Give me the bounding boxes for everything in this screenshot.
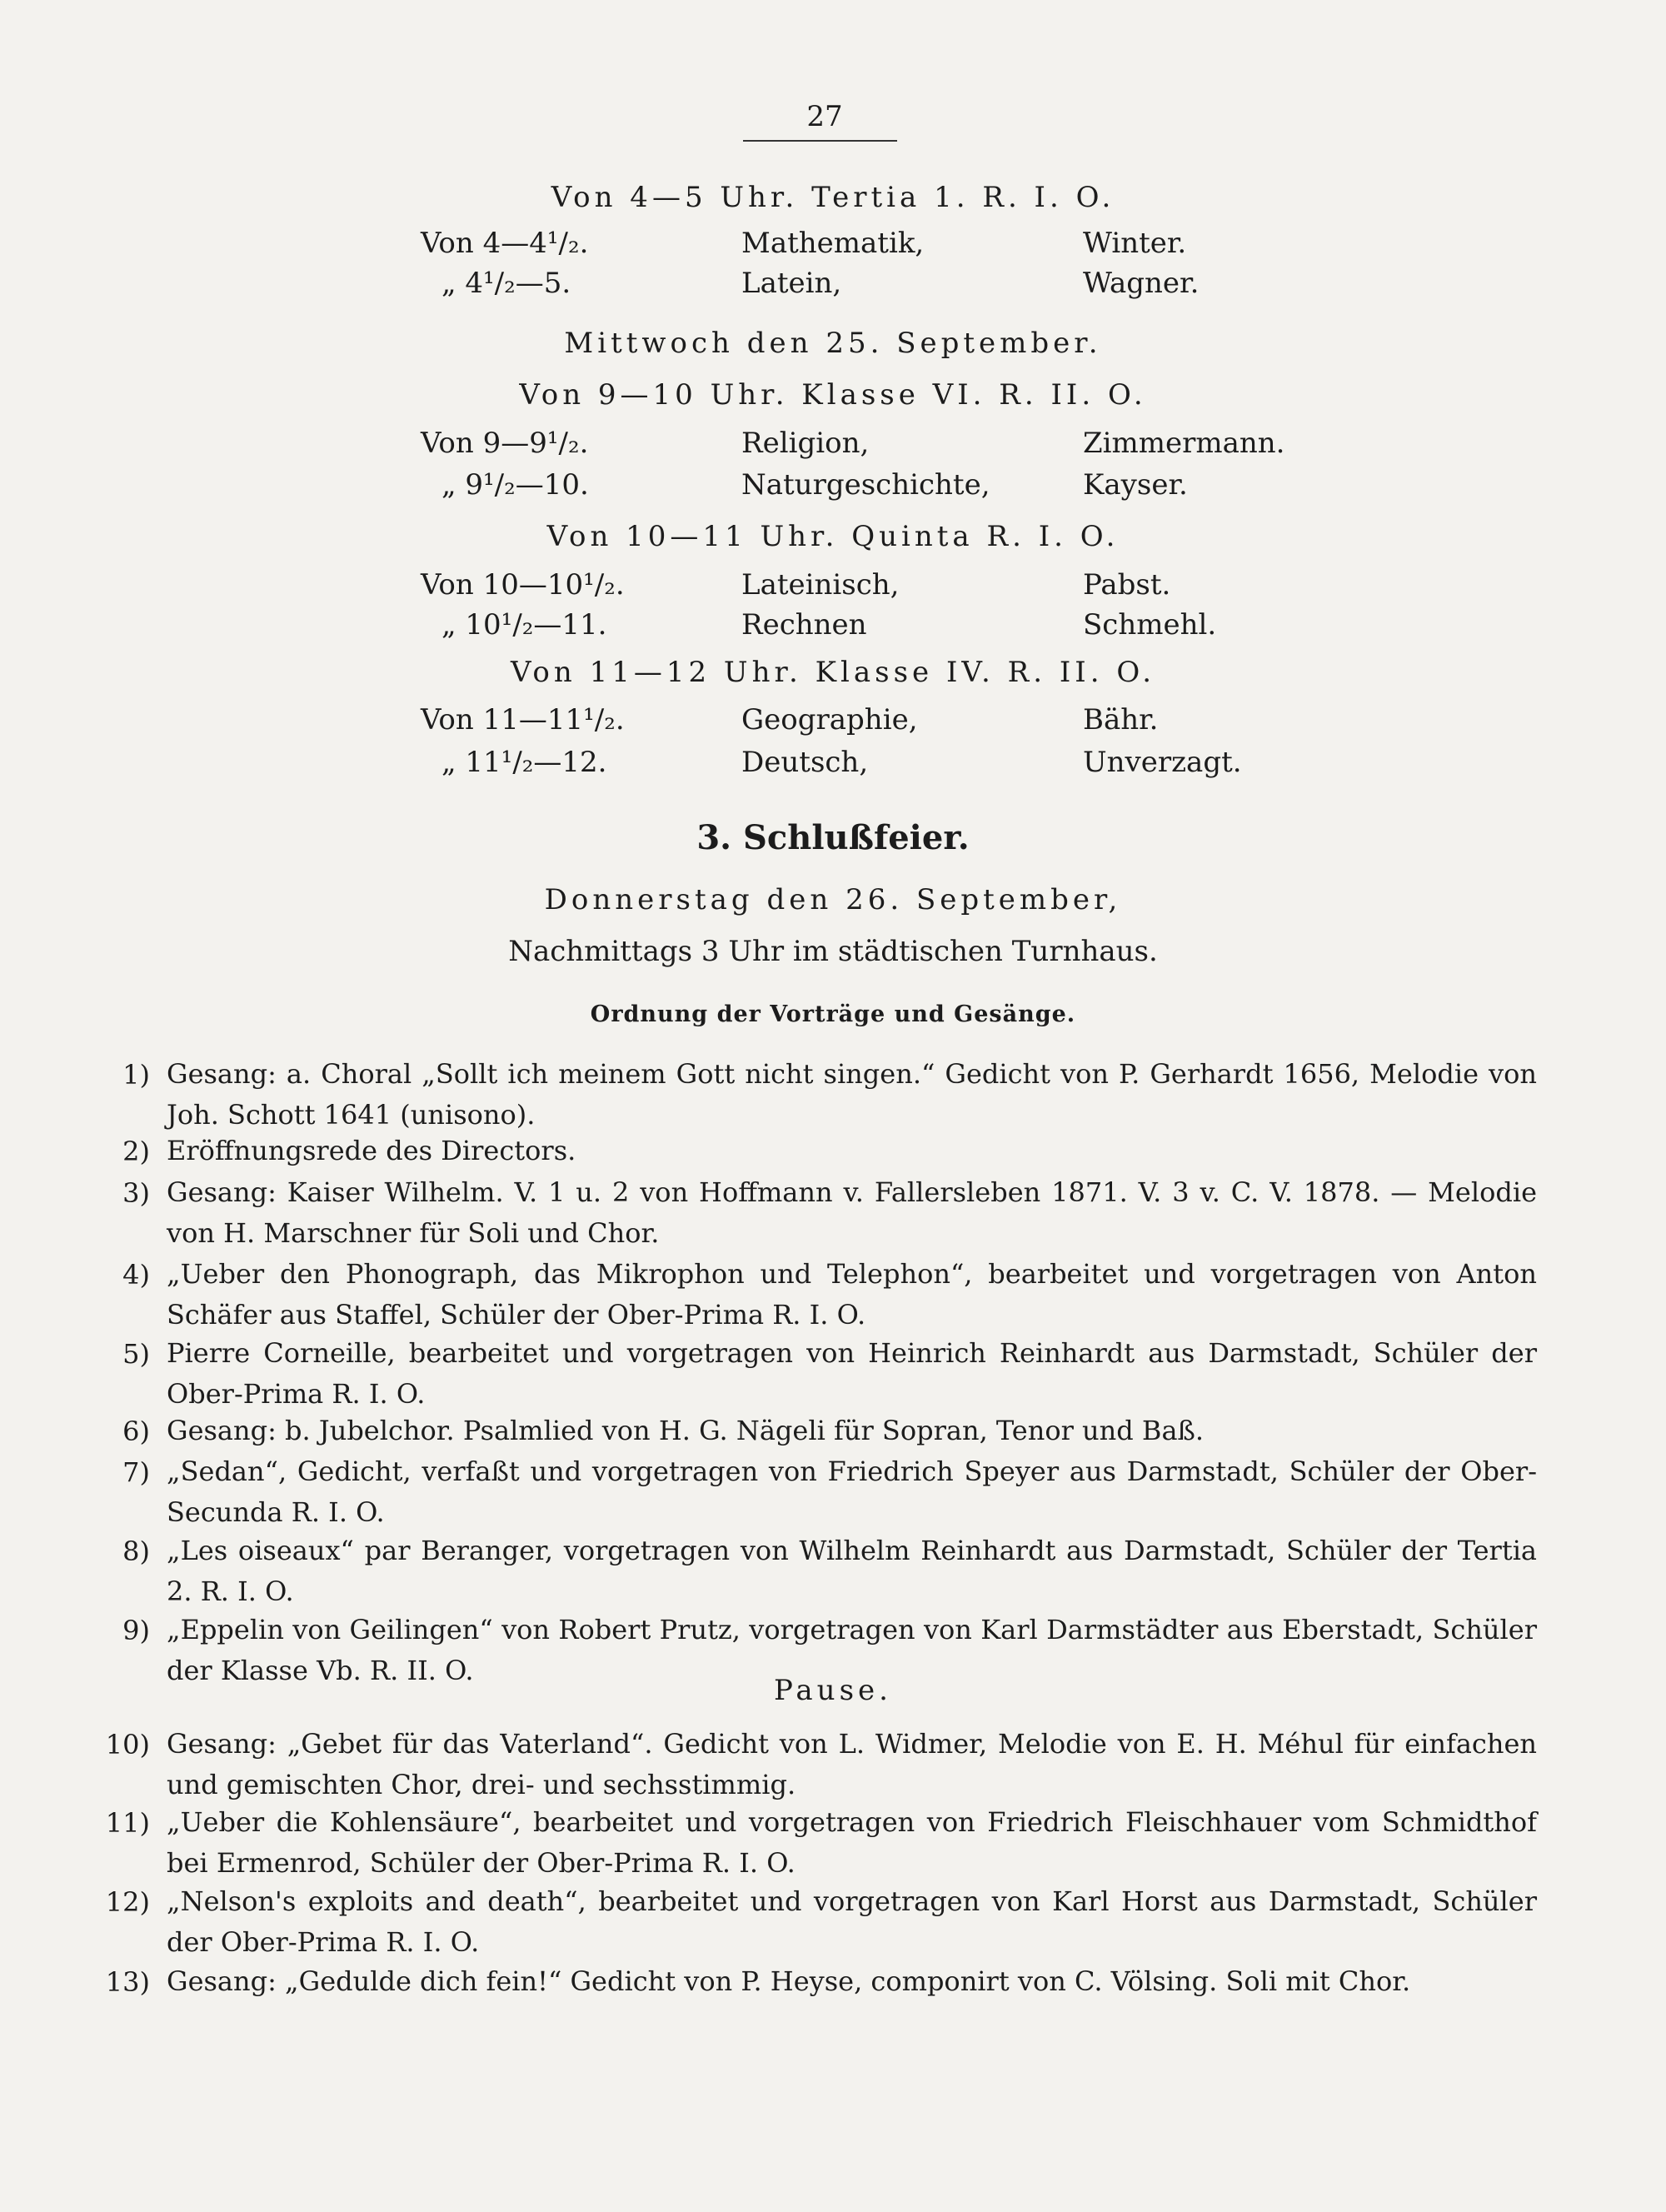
program-item: Gesang: „Gebet für das Vaterland“. Gedicht von L. Widmer, Melodie von E. H. Méhul für einfachen und gemischten Chor, drei- und sechsstimmig.	[167, 1728, 1537, 1800]
schedule-block-header: Von 9—10 Uhr. Klasse VI. R. II. O.	[519, 378, 1147, 412]
schedule-time: „ 4¹/₂—5.	[441, 267, 571, 300]
item-number: 8)	[122, 1535, 150, 1567]
schedule-block-header: Von 10—11 Uhr. Quinta R. I. O.	[546, 520, 1120, 553]
schedule-subject: Mathematik,	[741, 227, 925, 260]
schedule-subject: Latein,	[741, 267, 842, 300]
item-number: 11)	[105, 1807, 150, 1839]
schedule-subject: Naturgeschichte,	[741, 468, 990, 502]
program-item: Gesang: Kaiser Wilhelm. V. 1 u. 2 von Hoffmann v. Fallersleben 1871. V. 3 v. C. V. 1878. — Melodie von H. Marschner für Soli und Chor.	[167, 1176, 1537, 1249]
program-item: Gesang: „Geduldе dich fein!“ Gedicht von P. Heyse, componirt von C. Völsing. Soli mit Chor.	[167, 1965, 1411, 1997]
page-number: 27	[806, 100, 843, 133]
program-item: Pierre Corneille, bearbeitet und vorgetragen von Heinrich Reinhardt aus Darmstadt, Schüler der Ober-Prima R. I. O.	[167, 1337, 1537, 1410]
schedule-teacher: Pabst.	[1083, 568, 1171, 602]
schedule-time: „ 10¹/₂—11.	[441, 608, 607, 642]
program-item: „Ueber den Phonograph, das Mikrophon und Telephon“, bearbeitet und vorgetragen von Anton Schäfer aus Staffel, Schüler der Ober-Prima R. I. O.	[167, 1258, 1537, 1331]
schedule-block-header: Von 4—5 Uhr. Tertia 1. R. I. O.	[551, 181, 1115, 214]
schedule-time: „ 11¹/₂—12.	[441, 746, 607, 779]
schedule-teacher: Wagner.	[1083, 267, 1200, 300]
program-item: „Les oiseaux“ par Beranger, vorgetragen von Wilhelm Reinhardt aus Darmstadt, Schüler der Tertia 2. R. I. O.	[167, 1535, 1537, 1607]
schedule-time: Von 4—4¹/₂.	[421, 227, 589, 260]
item-number: 5)	[122, 1338, 150, 1370]
program-item: „Sedan“, Gedicht, verfaßt und vorgetragen von Friedrich Speyer aus Darmstadt, Schüler der Ober-Secunda R. I. O.	[167, 1456, 1537, 1528]
item-number: 3)	[122, 1177, 150, 1209]
item-number: 7)	[122, 1456, 150, 1488]
program-item: „Nelson's exploits and death“, bearbeitet und vorgetragen von Karl Horst aus Darmstadt, Schüler der Ober-Prima R. I. O.	[167, 1885, 1537, 1958]
schedule-teacher: Kayser.	[1083, 468, 1188, 502]
item-number: 1)	[122, 1059, 150, 1091]
schedule-time: Von 9—9¹/₂.	[421, 427, 589, 460]
program-heading: Ordnung der Vorträge und Gesänge.	[590, 1001, 1076, 1027]
event-date: Donnerstag den 26. September,	[544, 883, 1122, 916]
pause-label: Pause.	[774, 1674, 892, 1707]
schedule-subject: Rechnen	[741, 608, 867, 642]
item-number: 13)	[105, 1966, 150, 1998]
item-number: 2)	[122, 1136, 150, 1167]
schedule-teacher: Unverzagt.	[1083, 746, 1242, 779]
day-header: Mittwoch den 25. September.	[564, 327, 1102, 360]
schedule-time: Von 10—10¹/₂.	[421, 568, 625, 602]
program-item: Gesang: a. Choral „Sollt ich meinem Gott nicht singen.“ Gedicht von P. Gerhardt 1656, Melodie von Joh. Schott 1641 (unisono).	[167, 1058, 1537, 1131]
schedule-subject: Religion,	[741, 427, 870, 460]
item-number: 4)	[122, 1259, 150, 1291]
schedule-block-header: Von 11—12 Uhr. Klasse IV. R. II. O.	[510, 656, 1156, 689]
program-item: Eröffnungsrede des Directors.	[167, 1135, 576, 1166]
schedule-teacher: Bähr.	[1083, 703, 1159, 737]
page-number-rule	[743, 140, 897, 142]
event-time: Nachmittags 3 Uhr im städtischen Turnhaus.	[508, 935, 1158, 968]
program-item: „Eppelin von Geilingen“ von Robert Prutz, vorgetragen von Karl Darmstädter aus Eberstadt, Schüler der Klasse Vb. R. II. O.	[167, 1614, 1537, 1686]
program-item: Gesang: b. Jubelchor. Psalmlied von H. G. Nägeli für Sopran, Tenor und Baß.	[167, 1415, 1205, 1446]
schedule-teacher: Winter.	[1083, 227, 1187, 260]
schedule-subject: Lateinisch,	[741, 568, 900, 602]
schedule-time: Von 11—11¹/₂.	[421, 703, 625, 737]
schedule-subject: Geographie,	[741, 703, 918, 737]
schedule-teacher: Zimmermann.	[1083, 427, 1285, 460]
item-number: 9)	[122, 1615, 150, 1646]
schedule-subject: Deutsch,	[741, 746, 869, 779]
section-title: 3. Schlußfeier.	[696, 818, 970, 857]
schedule-time: „ 9¹/₂—10.	[441, 468, 589, 502]
schedule-teacher: Schmehl.	[1083, 608, 1217, 642]
item-number: 12)	[105, 1886, 150, 1918]
program-item: „Ueber die Kohlensäure“, bearbeitet und vorgetragen von Friedrich Fleischhauer vom Schmidthof bei Ermenrod, Schüler der Ober-Prima R. I. O.	[167, 1806, 1537, 1879]
item-number: 6)	[122, 1416, 150, 1447]
item-number: 10)	[105, 1729, 150, 1760]
